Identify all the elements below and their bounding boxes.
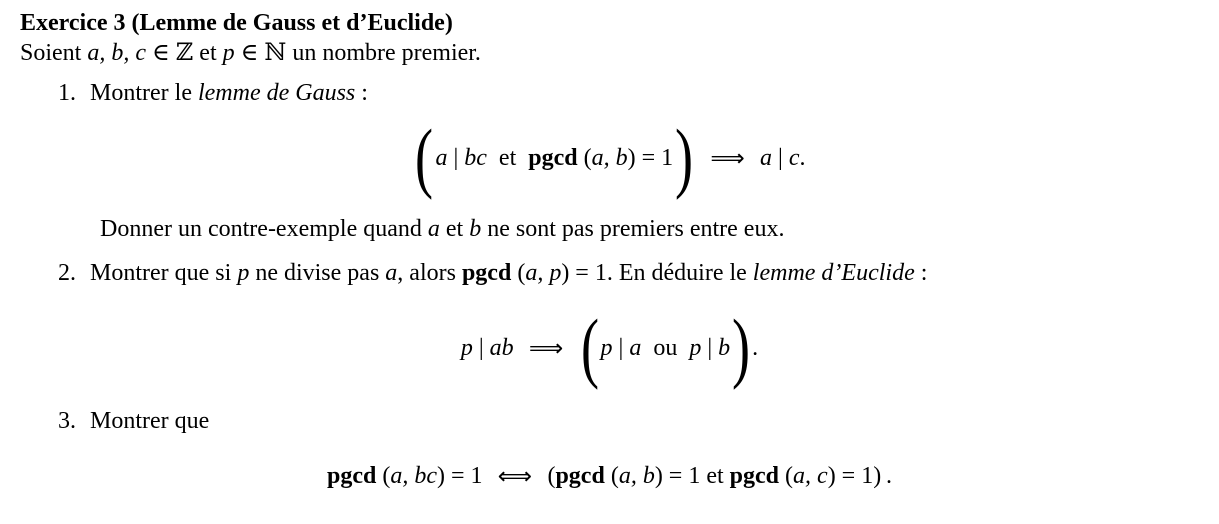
text-segment: (	[511, 260, 526, 286]
text-segment: (	[577, 145, 592, 171]
text-segment: ne sont pas premiers entre eux.	[481, 216, 785, 242]
text-segment: a, c	[793, 463, 828, 489]
text-segment: et	[439, 216, 470, 242]
text-segment: pgcd	[461, 260, 512, 286]
counterexample-paragraph	[100, 214, 1199, 244]
text-segment: Donner un contre-exemple quand	[100, 216, 428, 242]
text-segment: Montrer que	[90, 408, 210, 434]
intro-text	[20, 38, 1199, 68]
text-segment: .	[752, 335, 759, 361]
text-segment: :	[355, 80, 368, 106]
text-segment: Montrer que si	[90, 260, 238, 286]
text-segment: p	[600, 335, 613, 361]
text-segment: (	[580, 304, 599, 391]
text-segment: ) = 1	[627, 145, 674, 171]
exercise-title: Exercice 3 (Lemme de Gauss et d’Euclide)	[20, 10, 453, 36]
text-segment: a, bc	[390, 463, 437, 489]
text-segment: , alors	[397, 260, 462, 286]
text-segment: pgcd	[729, 463, 780, 489]
text-segment: a, b	[591, 145, 628, 171]
text-segment: .	[799, 145, 806, 171]
text-segment: a	[629, 335, 642, 361]
text-segment: ou	[641, 335, 690, 361]
item-text	[90, 78, 1199, 108]
text-segment: p	[689, 335, 702, 361]
text-segment: ⟹	[513, 334, 579, 362]
text-segment: |	[472, 335, 490, 361]
text-segment: :	[914, 260, 928, 286]
text-segment: ab	[489, 335, 514, 361]
text-segment: pgcd	[528, 145, 578, 171]
text-segment: a, b	[618, 463, 655, 489]
text-segment: lemme d’Euclide	[752, 260, 915, 286]
item-number: 1.	[58, 80, 76, 106]
text-segment: (	[604, 463, 619, 489]
text-segment: b	[718, 335, 731, 361]
item-number: 3.	[58, 408, 76, 434]
formula-content	[413, 114, 806, 201]
list-item-1	[20, 78, 1199, 108]
text-segment: b	[469, 216, 482, 242]
text-segment: ) = 1	[827, 463, 874, 489]
text-segment: pgcd	[326, 463, 377, 489]
text-segment: ⟺	[482, 462, 548, 490]
text-segment: a, b, c	[87, 40, 146, 66]
text-segment: pgcd	[555, 463, 605, 489]
text-segment: a	[427, 216, 440, 242]
text-segment: ∈ ℕ un nombre premier.	[234, 40, 481, 66]
item-text	[90, 258, 1199, 288]
text-segment: ne divise pas	[249, 260, 386, 286]
text-segment: ) = 1	[437, 463, 483, 489]
text-segment: a	[760, 145, 773, 171]
text-segment: a	[385, 260, 398, 286]
list-item-3	[20, 406, 1199, 436]
text-segment: (	[376, 463, 391, 489]
text-segment: a	[435, 145, 448, 171]
text-segment: p	[222, 40, 235, 66]
formula-content	[327, 461, 892, 491]
text-segment: p	[460, 335, 473, 361]
text-segment: |	[447, 145, 465, 171]
text-segment: ) = 1. En déduire le	[561, 260, 753, 286]
text-segment: (	[415, 114, 434, 201]
text-segment: |	[612, 335, 630, 361]
text-segment: ⟹	[695, 144, 761, 172]
formula-pgcd-equivalence	[20, 454, 1199, 498]
text-segment: (	[779, 463, 794, 489]
formula-content	[460, 304, 759, 391]
formula-euclid-lemma	[20, 296, 1199, 400]
text-segment: p	[237, 260, 250, 286]
text-segment: ) = 1 et	[654, 463, 730, 489]
list-item-2	[20, 258, 1199, 288]
text-segment: ) .	[873, 463, 893, 489]
text-segment: (	[547, 463, 556, 489]
text-segment: lemme de Gauss	[197, 80, 356, 106]
text-segment: Soient	[20, 40, 88, 66]
text-segment: )	[732, 304, 751, 391]
text-segment: ∈ ℤ et	[146, 40, 223, 66]
text-segment: )	[675, 114, 694, 201]
text-segment: |	[701, 335, 719, 361]
text-segment: bc	[464, 145, 487, 171]
text-segment: et	[486, 145, 529, 171]
text-segment: c	[788, 145, 800, 171]
text-segment: a, p	[525, 260, 562, 286]
item-text	[90, 406, 1199, 436]
item-number: 2.	[58, 260, 76, 286]
text-segment: Montrer le	[90, 80, 198, 106]
formula-gauss-lemma	[20, 108, 1199, 208]
text-segment: |	[772, 145, 789, 171]
